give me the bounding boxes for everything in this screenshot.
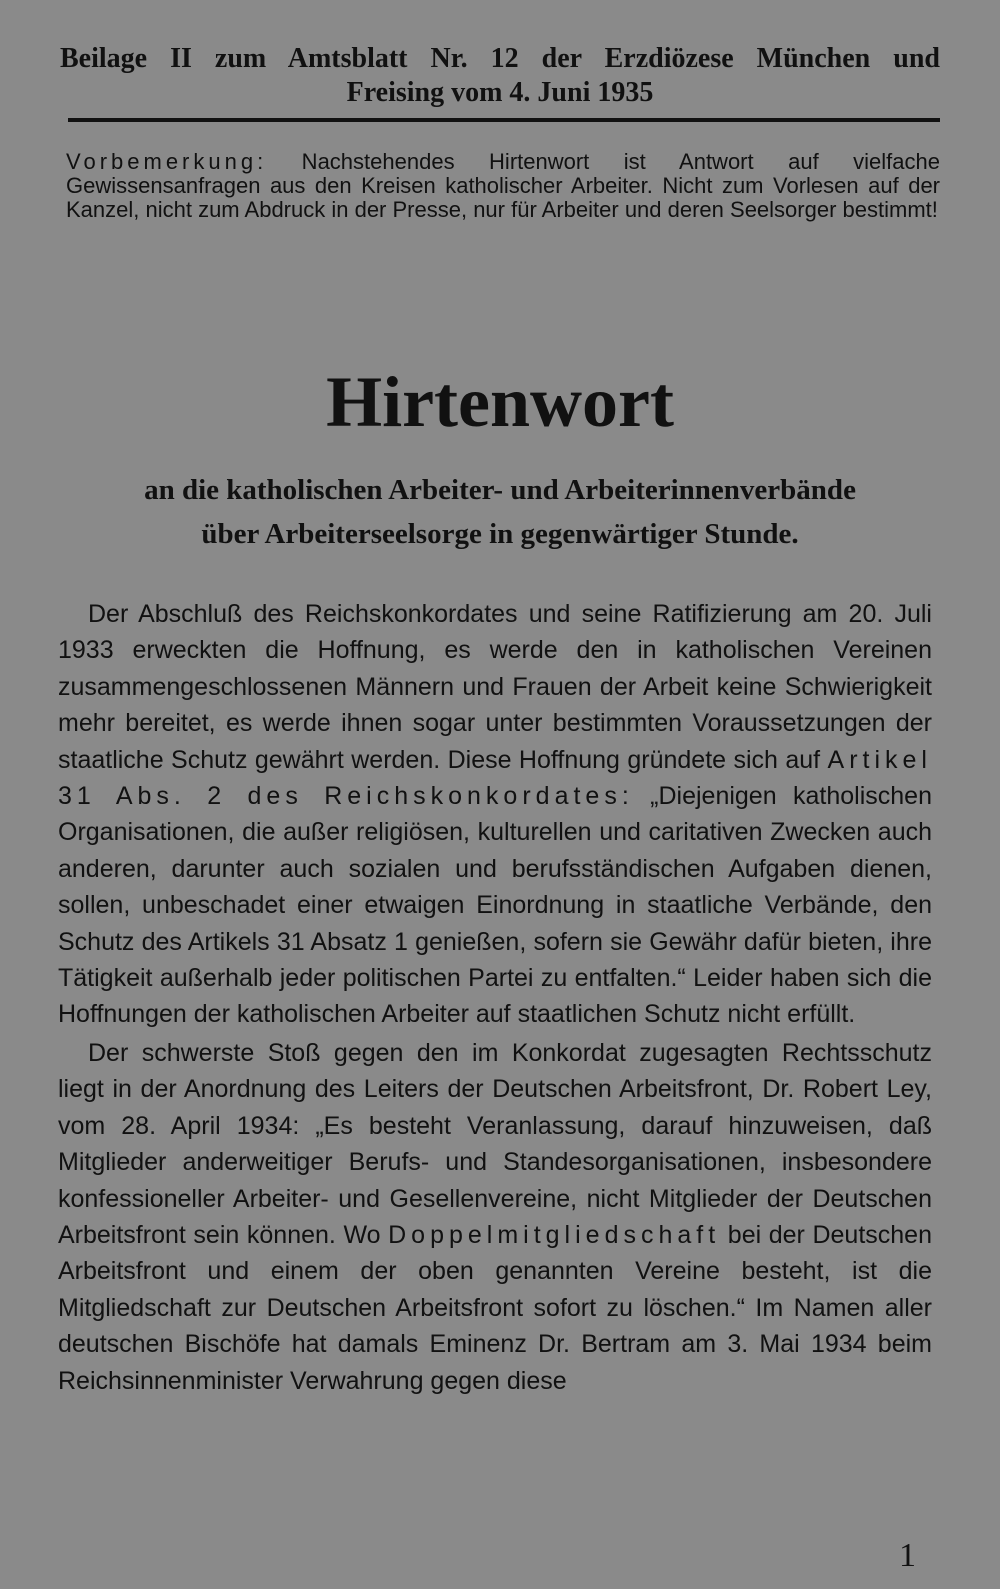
paragraph-2-part-2: bei der Deutschen Arbeitsfront und einem der oben genannten Vereine besteht, ist die Mitgliedschaft zur Deutschen Arbeitsfront sofort zu löschen.“ Im Namen aller deutschen Bischöfe hat damals Eminenz Dr. Bertram am 3. Mai 1934 beim Reichsinnenminister Verwahrung gegen diese bbox=[58, 1220, 932, 1395]
paragraph-1-part-2: „Diejenigen katholischen Organisationen, die außer religiösen, kulturellen und caritativen Zwecken auch anderen, darunter auch sozialen und berufsständischen Aufgaben dienen, sollen, unbeschadet einer etwaigen Einordnung in staatliche Verbände, den Schutz des Artikels 31 Absatz 1 genießen, sofern sie Gewähr dafür bieten, ihre Tätigkeit außerhalb jeder politischen Partei zu entfalten.“ Leider haben sich die Hoffnungen der katholischen Arbeiter auf staatlichen Schutz nicht erfüllt. bbox=[58, 782, 932, 1029]
document-header bbox=[60, 42, 940, 110]
paragraph-2 bbox=[58, 1035, 932, 1399]
header-line-1: Beilage II zum Amtsblatt Nr. 12 der Erzdiözese München und bbox=[60, 43, 940, 74]
body-text bbox=[58, 596, 932, 1401]
paragraph-2-emphasis: Doppelmitgliedschaft bbox=[388, 1220, 721, 1249]
header-line-2: Freising vom 4. Juni 1935 bbox=[346, 77, 654, 108]
subtitle-line-1: an die katholischen Arbeiter- und Arbeiterinnenverbände bbox=[144, 474, 856, 506]
paragraph-1-emphasis: Artikel 31 Abs. 2 des Reichskonkordates: bbox=[58, 745, 932, 811]
paragraph-1 bbox=[58, 596, 932, 1033]
page-number: 1 bbox=[899, 1537, 916, 1574]
header-divider bbox=[68, 118, 940, 122]
page-subtitle bbox=[60, 468, 940, 556]
preliminary-note bbox=[66, 150, 940, 222]
paragraph-2-part-1: Der schwerste Stoß gegen den im Konkordat zugesagten Rechtsschutz liegt in der Anordnung des Leiters der Deutschen Arbeitsfront, Dr. Robert Ley, vom 28. April 1934: „Es besteht Veranlassung, darauf hinzuweisen, daß Mitglieder anderweitiger Berufs- und Standesorganisationen, insbesondere konfessioneller Arbeiter- und Gesellenvereine, nicht Mitglieder der Deutschen Arbeitsfront sein können. Wo bbox=[58, 1038, 932, 1249]
preliminary-note-label: Vorbemerkung: bbox=[66, 149, 268, 174]
preliminary-note-text: Nachstehendes Hirtenwort ist Antwort auf vielfache Gewissensanfragen aus den Kreisen katholischer Arbeiter. Nicht zum Vorlesen auf der Kanzel, nicht zum Abdruck in der Presse, nur für Arbeiter und deren Seelsorger bestimmt! bbox=[66, 149, 940, 222]
page-title: Hirtenwort bbox=[326, 362, 674, 442]
subtitle-line-2: über Arbeiterseelsorge in gegenwärtiger Stunde. bbox=[201, 518, 799, 550]
paragraph-1-part-1: Der Abschluß des Reichskonkordates und seine Ratifizierung am 20. Juli 1933 erweckten die Hoffnung, es werde den in katholischen Vereinen zusammengeschlossenen Männern und Frauen der Arbeit keine Schwierigkeit mehr bereitet, es werde ihnen sogar unter bestimmten Voraussetzungen der staatliche Schutz gewährt werden. Diese Hoffnung gründete sich auf bbox=[58, 600, 932, 774]
